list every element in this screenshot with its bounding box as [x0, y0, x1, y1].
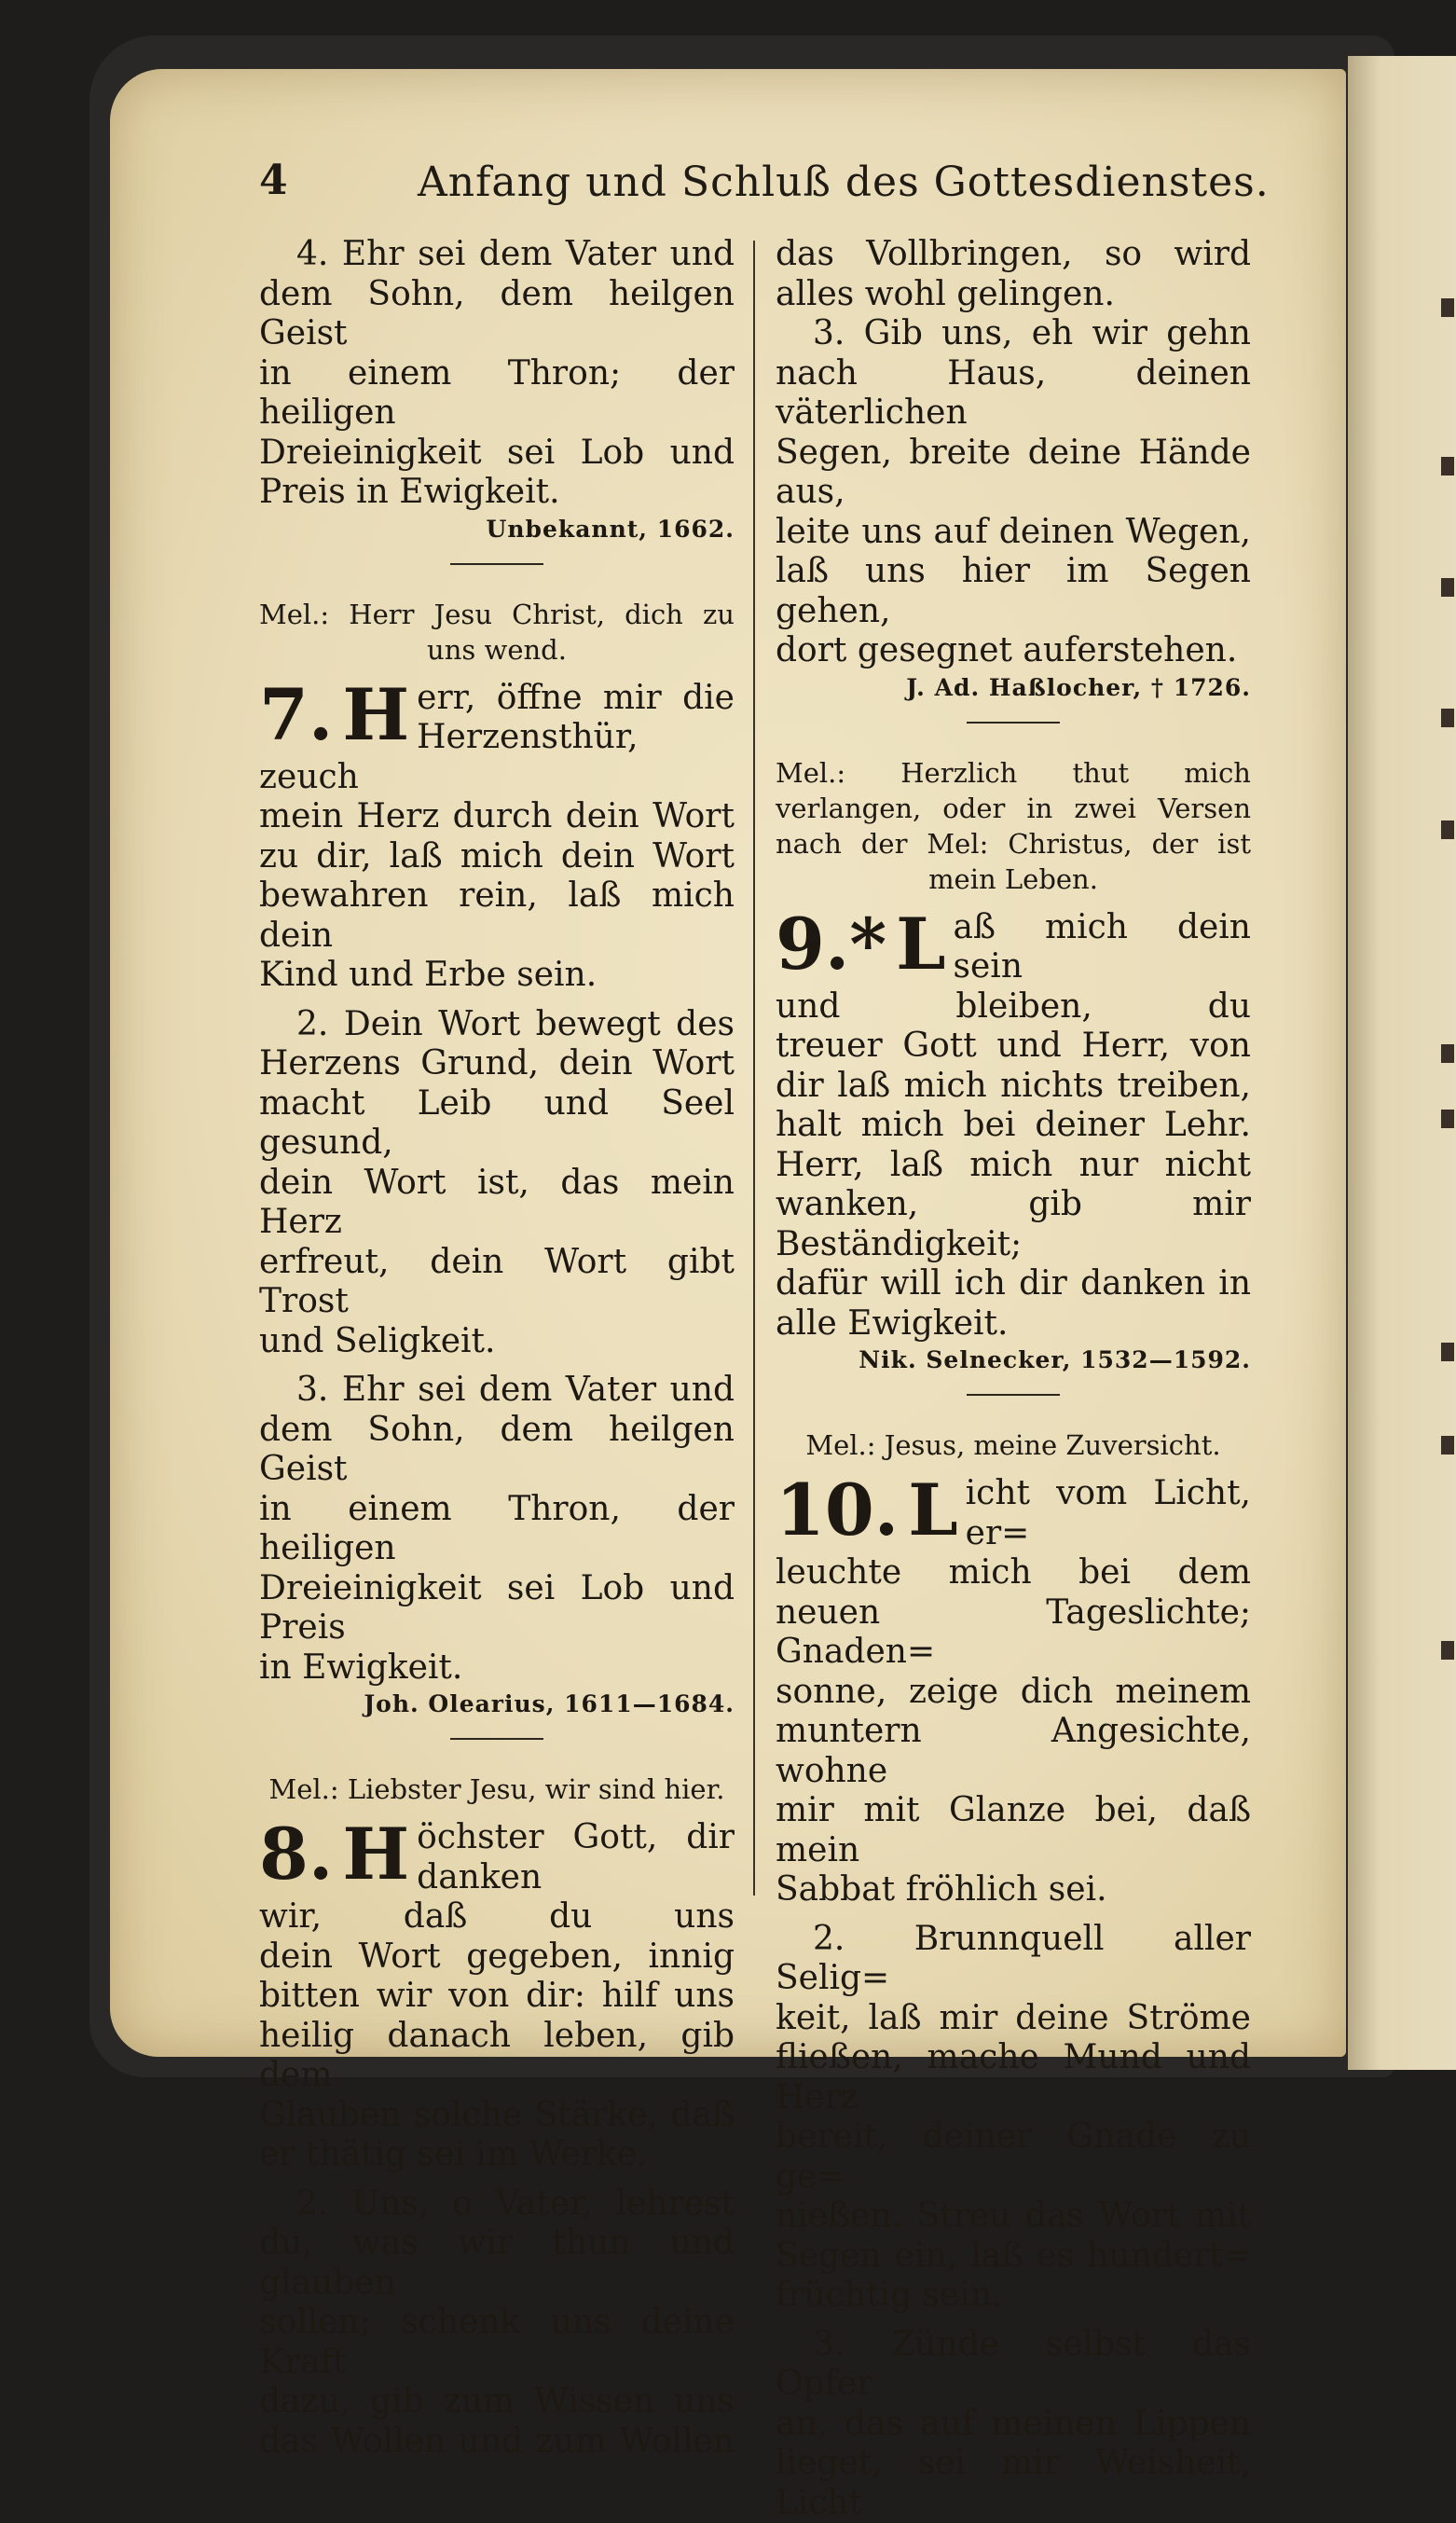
- text-line: bewahren rein, laß mich dein: [259, 876, 735, 955]
- text-line: alle Ewigkeit.: [776, 1303, 1009, 1343]
- attribution: Nik. Selnecker, 1532—1592.: [858, 1346, 1251, 1373]
- section-rule: [450, 563, 543, 565]
- text-line: dazu, gib zum Wissen uns: [259, 2382, 735, 2420]
- section-rule: [967, 1394, 1060, 1396]
- right-column: [776, 235, 1251, 2523]
- text-line: fließen, mache Mund und Herz: [776, 2038, 1251, 2116]
- page-header: [259, 157, 1270, 213]
- text-line: aß mich dein sein: [953, 907, 1251, 986]
- text-line: keit, laß mir deine Ströme: [776, 1998, 1251, 2037]
- text-line: Kind und Erbe sein.: [259, 956, 598, 994]
- text-line: 3. Ehr sei dem Vater und: [296, 1371, 735, 1409]
- text-line: mir mit Glanze bei, daß mein: [776, 1791, 1251, 1869]
- text-line: Glauben solche Stärke, daß: [259, 2095, 735, 2134]
- text-line: nach Haus, deinen väterlichen: [776, 353, 1251, 432]
- text-line: dein Wort gegeben, innig: [259, 1937, 735, 1976]
- hymn-9: [776, 755, 1251, 1378]
- text-line: er thätig sei im Werke.: [259, 2135, 648, 2173]
- text-line: Segen, breite deine Hände aus,: [776, 433, 1251, 511]
- text-line: Dreieinigkeit sei Lob und: [259, 433, 735, 472]
- section-rule: [967, 722, 1060, 724]
- attribution: J. Ad. Haßlocher, † 1726.: [906, 673, 1251, 701]
- text-line: Herzensthür, zeuch: [259, 718, 639, 796]
- text-line: lieget, sei mir Weisheit, Licht: [776, 2444, 1251, 2522]
- drop-cap: H: [342, 672, 410, 756]
- verse-block: [259, 235, 735, 546]
- drop-cap: L: [896, 902, 946, 986]
- text-line: in einem Thron; der heiligen: [259, 353, 735, 432]
- text-line: früchtig sein.: [776, 2276, 1003, 2314]
- hymn-number: 8.: [259, 1813, 334, 1896]
- text-line: dem Sohn, dem heilgen Geist: [259, 1410, 735, 1488]
- running-title: Anfang und Schluß des Gottesdienstes.: [418, 159, 1270, 206]
- text-line: dem Sohn, dem heilgen Geist: [259, 274, 735, 352]
- melody-note: Mel.: Jesus, meine Zuversicht.: [805, 1429, 1221, 1461]
- text-line: Segen ein, laß es hundert=: [776, 2236, 1251, 2275]
- text-line: dein Wort ist, das mein Herz: [259, 1163, 735, 1241]
- next-page-edge: [1348, 56, 1456, 2070]
- text-line: leuchte mich bei dem: [776, 1553, 1251, 1592]
- text-line: sonne, zeige dich meinem: [776, 1672, 1251, 1711]
- text-line: erfreut, dein Wort gibt Trost: [259, 1242, 735, 1320]
- text-line: 3. Zünde selbst das Opfer: [776, 2324, 1251, 2403]
- text-line: treuer Gott und Herr, von: [776, 1027, 1251, 1065]
- text-line: bereit, deiner Gnade zu ge=: [776, 2117, 1251, 2196]
- left-column: [259, 235, 735, 2461]
- text-line: leite uns auf deinen Wegen,: [776, 512, 1251, 551]
- text-line: öchster Gott, dir danken: [417, 1818, 735, 1896]
- text-line: halt mich bei deiner Lehr.: [776, 1106, 1251, 1144]
- text-line: Preis in Ewigkeit.: [259, 473, 560, 511]
- text-line: macht Leib und Seel gesund,: [259, 1083, 735, 1162]
- text-line: mein Herz durch dein Wort: [259, 797, 735, 835]
- page-number: 4: [259, 157, 288, 204]
- column-divider: [753, 241, 755, 1896]
- section-rule: [450, 1738, 543, 1740]
- text-line: Sabbat fröhlich sei.: [776, 1870, 1107, 1909]
- text-line: Herzens Grund, dein Wort: [259, 1044, 735, 1082]
- hymn-10: [776, 1427, 1251, 2523]
- text-line: 4. Ehr sei dem Vater und: [296, 235, 735, 273]
- text-line: in Ewigkeit.: [259, 1648, 463, 1687]
- text-line: nießen. Streu das Wort mit: [776, 2197, 1251, 2235]
- text-line: alles wohl gelingen.: [776, 274, 1115, 313]
- text-line: du, was wir thun und glauben: [259, 2224, 735, 2302]
- text-line: muntern Angesichte, wohne: [776, 1712, 1251, 1790]
- text-line: 2. Dein Wort bewegt des: [296, 1004, 735, 1043]
- text-line: an, das auf meinen Lippen: [776, 2404, 1251, 2443]
- text-line: neuen Tageslichte; Gnaden=: [776, 1592, 1251, 1671]
- attribution: Unbekannt, 1662.: [486, 515, 735, 543]
- text-line: in einem Thron, der heiligen: [259, 1489, 735, 1567]
- hymn-number: 7.: [259, 672, 334, 756]
- text-line: laß uns hier im Segen gehen,: [776, 552, 1251, 630]
- drop-cap: H: [342, 1813, 410, 1896]
- attribution: Joh. Olearius, 1611—1684.: [364, 1690, 735, 1717]
- melody-note: Mel.: Herzlich thut mich verlangen, oder in zwei Versen nach der Mel: Christus, der ist mein Leben.: [776, 756, 1251, 895]
- melody-note: Mel.: Liebster Jesu, wir sind hier.: [268, 1773, 725, 1805]
- text-line: wanken, gib mir Beständigkeit;: [776, 1185, 1251, 1263]
- text-line: zu dir, laß mich dein Wort: [259, 836, 735, 875]
- hymn-7: [259, 597, 735, 1722]
- text-line: err, öffne mir die: [417, 678, 735, 717]
- melody-note: Mel.: Herr Jesu Christ, dich zu uns wend.: [259, 598, 735, 666]
- text-line: heilig danach leben, gib dem: [259, 2016, 735, 2094]
- text-line: und bleiben, du: [776, 986, 1251, 1026]
- text-line: das Wollen und zum Wollen: [259, 2421, 735, 2461]
- drop-cap: L: [908, 1468, 958, 1551]
- text-line: sollen; schenk uns deine Kraft: [259, 2303, 735, 2381]
- text-line: das Vollbringen, so wird: [776, 235, 1251, 273]
- text-line: dafür will ich dir danken in: [776, 1264, 1251, 1303]
- text-line: 3. Gib uns, eh wir gehn: [813, 314, 1251, 352]
- text-line: dir laß mich nichts treiben,: [776, 1066, 1251, 1105]
- hymn-number: 10.: [776, 1468, 900, 1551]
- text-line: dort gesegnet auferstehen.: [776, 631, 1238, 669]
- text-line: 2. Uns, o Vater, lehrest: [296, 2184, 735, 2223]
- text-line: 2. Brunnquell aller Selig=: [776, 1919, 1251, 1997]
- text-line: Dreieinigkeit sei Lob und Preis: [259, 1568, 735, 1647]
- text-line: icht vom Licht, er=: [965, 1474, 1251, 1552]
- hymn-8: [259, 1772, 735, 2461]
- text-line: Herr, laß mich nur nicht: [776, 1145, 1251, 1184]
- text-line: und Seligkeit.: [259, 1321, 496, 1360]
- text-line: bitten wir von dir: hilf uns: [259, 1977, 735, 2015]
- hymn-number: 9.*: [776, 902, 887, 986]
- text-line: wir, daß du uns: [259, 1897, 735, 1936]
